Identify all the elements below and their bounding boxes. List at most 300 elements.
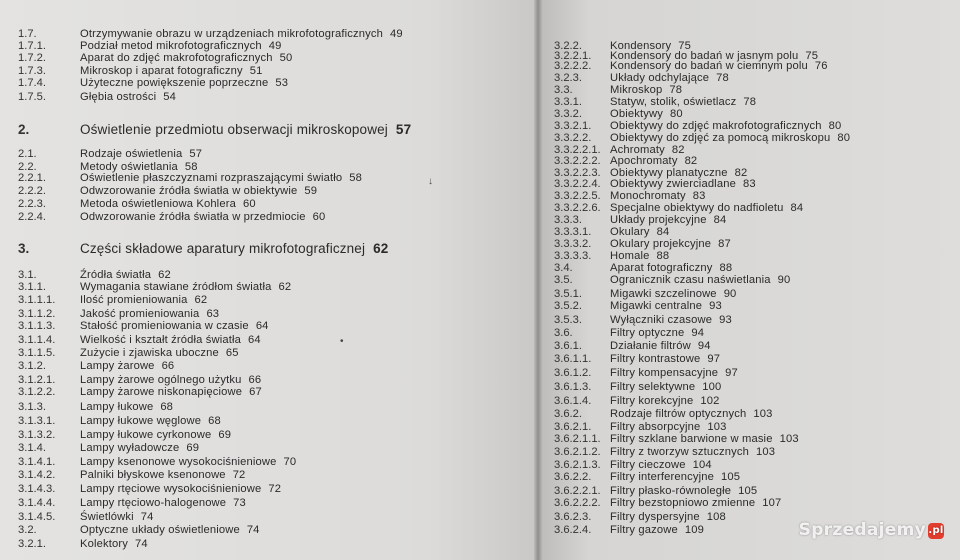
toc-page-number: 82 <box>684 155 698 167</box>
toc-title-line <box>610 524 704 536</box>
toc-title: Filtry kompensacyjne <box>610 367 719 379</box>
toc-number: 3.1.4. <box>18 442 46 454</box>
toc-number: 3.6.1.2. <box>554 367 592 379</box>
toc-title-line <box>610 190 706 202</box>
toc-entry <box>18 211 418 227</box>
toc-number: 1.7. <box>18 28 37 40</box>
toc-entry <box>18 538 418 554</box>
toc-number: 3.3.2. <box>554 108 582 120</box>
toc-page-number: 74 <box>140 511 154 523</box>
toc-number: 3.3.2.2.6. <box>554 202 601 214</box>
toc-number: 3.6.1.4. <box>554 395 592 407</box>
toc-page-number: 105 <box>738 485 758 497</box>
toc-title-line <box>80 243 388 255</box>
toc-title: Filtry gazowe <box>610 524 678 536</box>
toc-page-number: 63 <box>206 308 220 320</box>
toc-number: 2.2. <box>18 161 37 173</box>
toc-page-number: 83 <box>742 178 756 190</box>
toc-title-line <box>610 238 731 250</box>
toc-page-number: 87 <box>718 238 731 250</box>
toc-title-line <box>610 314 732 326</box>
toc-title-line <box>80 77 288 89</box>
toc-title: Oświetlenie przedmiotu obserwacji mikroskopowej <box>80 122 388 137</box>
toc-title: Okulary projekcyjne <box>610 238 712 250</box>
toc-title-line <box>610 381 721 393</box>
toc-page-number: 73 <box>233 497 246 509</box>
toc-title: Aparat fotograficzny <box>610 262 713 274</box>
toc-title-line <box>610 340 711 352</box>
toc-page-number: 105 <box>721 471 741 483</box>
toc-title-line <box>80 497 246 509</box>
toc-title-line <box>80 374 261 386</box>
toc-number: 3.2.1. <box>18 538 46 550</box>
toc-title: Lampy wyładowcze <box>80 442 180 454</box>
toc-title: Lampy żarowe <box>80 360 155 372</box>
toc-title-line <box>610 108 683 120</box>
toc-number: 1.7.5. <box>18 91 46 103</box>
toc-page-number: 108 <box>706 511 726 523</box>
toc-title-line <box>80 28 403 40</box>
toc-number: 2.1. <box>18 148 37 160</box>
toc-title-line <box>610 202 803 214</box>
toc-title: Filtry kontrastowe <box>610 353 701 365</box>
toc-title-line <box>610 250 669 262</box>
toc-page-number: 80 <box>828 120 842 132</box>
toc-page-number: 82 <box>671 144 685 156</box>
toc-page-number: 103 <box>779 433 799 445</box>
toc-number: 3.5.3. <box>554 314 582 326</box>
toc-page-number: 75 <box>678 40 691 52</box>
toc-number: 3.3.2.2.4. <box>554 178 601 190</box>
toc-title: Kolektory <box>80 538 128 550</box>
toc-title-line <box>610 300 722 312</box>
toc-page-number: 80 <box>837 132 851 144</box>
toc-page-number: 93 <box>709 300 722 312</box>
toc-number: 1.7.1. <box>18 40 46 52</box>
toc-page-number: 84 <box>713 214 727 226</box>
toc-number: 1.7.4. <box>18 77 46 89</box>
toc-title-line <box>80 148 202 160</box>
toc-page-number: 78 <box>716 72 729 84</box>
toc-title: Źródła światła <box>80 269 152 281</box>
toc-page-number: 109 <box>684 524 704 536</box>
toc-title: Homale <box>610 250 650 262</box>
toc-title: Ilość promieniowania <box>80 294 188 306</box>
toc-number: 3.2. <box>18 524 37 536</box>
toc-number: 3.2.2.2. <box>554 60 592 72</box>
toc-number: 3.4. <box>554 262 573 274</box>
toc-title-line <box>80 185 317 197</box>
toc-title-line <box>80 538 148 550</box>
toc-page-number: 59 <box>304 185 318 197</box>
toc-title-line <box>80 386 262 398</box>
book-gutter <box>534 0 542 560</box>
toc-page-number: 80 <box>669 108 683 120</box>
toc-page-number: 83 <box>692 190 706 202</box>
toc-title-line <box>610 408 772 420</box>
toc-title-line <box>80 172 362 184</box>
toc-number: 3.6.2.2. <box>554 471 592 483</box>
toc-title-line <box>610 433 799 445</box>
toc-page-number: 60 <box>312 211 326 223</box>
toc-page-number: 53 <box>275 77 289 89</box>
toc-title-line <box>80 469 245 481</box>
toc-page-number: 102 <box>700 395 720 407</box>
toc-title: Podział metod mikrofotograficznych <box>80 40 262 52</box>
toc-title-line <box>610 497 781 509</box>
toc-title-line <box>80 415 221 427</box>
toc-page-number: 97 <box>725 367 738 379</box>
toc-number: 3.1.4.2. <box>18 469 56 481</box>
toc-title-line <box>80 511 153 523</box>
toc-title: Głębia ostrości <box>80 91 157 103</box>
toc-page-number: 75 <box>805 50 819 62</box>
toc-number: 3.1.3. <box>18 401 46 413</box>
toc-title-line <box>80 320 269 332</box>
toc-number: 3.1. <box>18 269 37 281</box>
toc-number: 3.2.3. <box>554 72 582 84</box>
toc-number: 3.1.1.4. <box>18 334 56 346</box>
toc-number: 3.1.1.3. <box>18 320 56 332</box>
toc-title-line <box>610 214 726 226</box>
toc-title: Statyw, stolik, oświetlacz <box>610 96 737 108</box>
toc-title: Wielkość i kształt źródła światła <box>80 334 241 346</box>
toc-title-line <box>610 327 704 339</box>
toc-page-number: 69 <box>186 442 200 454</box>
toc-title: Filtry korekcyjne <box>610 395 694 407</box>
toc-title: Obiektywy do zdjęć makrofotograficznych <box>610 120 822 132</box>
toc-title-line <box>610 421 727 433</box>
toc-page-number: 84 <box>656 226 670 238</box>
toc-page-number: 103 <box>707 421 727 433</box>
toc-number: 3.1.1. <box>18 281 46 293</box>
toc-number: 3.3. <box>554 84 573 96</box>
toc-title-line <box>610 511 726 523</box>
toc-title-line <box>610 485 757 497</box>
toc-page-number: 90 <box>723 288 737 300</box>
toc-number: 3.3.3. <box>554 214 582 226</box>
toc-page-number: 67 <box>249 386 262 398</box>
toc-title: Lampy łukowe węglowe <box>80 415 202 427</box>
toc-title-line <box>80 334 261 346</box>
toc-number: 3.3.2.1. <box>554 120 592 132</box>
toc-number: 3.6.1.1. <box>554 353 592 365</box>
toc-page-number: 97 <box>707 353 721 365</box>
toc-number: 3.6.2.1. <box>554 421 592 433</box>
toc-title-line <box>610 262 732 274</box>
toc-page-number: 69 <box>218 429 232 441</box>
toc-title: Palniki błyskowe ksenonowe <box>80 469 226 481</box>
toc-title-line <box>80 198 256 210</box>
toc-number: 3.1.4.5. <box>18 511 56 523</box>
toc-page-number: 72 <box>268 483 282 495</box>
toc-number: 3.1.2. <box>18 360 46 372</box>
toc-number: 3.6.2.3. <box>554 511 592 523</box>
toc-title: Filtry cieczowe <box>610 459 686 471</box>
toc-title-line <box>610 132 850 144</box>
toc-number: 3.5. <box>554 274 573 286</box>
toc-title-line <box>80 40 281 52</box>
toc-title: Lampy ksenonowe wysokociśnieniowe <box>80 456 277 468</box>
toc-title-line <box>610 288 736 300</box>
toc-page-number: 104 <box>692 459 712 471</box>
toc-page-number: 68 <box>208 415 221 427</box>
toc-page-number: 62 <box>373 241 389 256</box>
toc-title: Obiektywy planatyczne <box>610 167 728 179</box>
toc-page-number: 49 <box>389 28 403 40</box>
toc-title-line <box>610 120 841 132</box>
toc-number: 3.1.1.2. <box>18 308 56 320</box>
toc-number: 3.1.4.1. <box>18 456 56 468</box>
toc-number: 3. <box>18 241 30 256</box>
toc-page-number: 54 <box>163 91 176 103</box>
toc-page-number: 58 <box>184 161 198 173</box>
toc-title-line <box>80 91 176 103</box>
toc-page-number: 72 <box>232 469 246 481</box>
toc-number: 3.1.4.4. <box>18 497 56 509</box>
toc-number: 3.5.2. <box>554 300 582 312</box>
toc-title: Migawki centralne <box>610 300 703 312</box>
toc-title-line <box>610 459 712 471</box>
toc-title: Jakość promieniowania <box>80 308 200 320</box>
toc-number: 3.1.2.1. <box>18 374 56 386</box>
toc-number: 3.3.3.2. <box>554 238 592 250</box>
toc-number: 3.6. <box>554 327 573 339</box>
toc-title-line <box>610 226 669 238</box>
toc-number: 3.6.2.2.2. <box>554 497 601 509</box>
toc-title-line <box>610 84 682 96</box>
toc-number: 3.6.2. <box>554 408 582 420</box>
watermark-badge-icon: .pl <box>928 523 944 539</box>
toc-number: 3.1.3.1. <box>18 415 56 427</box>
toc-title: Oświetlenie płaszczyznami rozpraszającymi światło <box>80 172 343 184</box>
toc-page-number: 107 <box>762 497 782 509</box>
toc-title: Otrzymywanie obrazu w urządzeniach mikrofotograficznych <box>80 28 383 40</box>
toc-number: 2.2.4. <box>18 211 46 223</box>
toc-page-number: 49 <box>268 40 282 52</box>
toc-title: Kondensory <box>610 40 672 52</box>
watermark-text: Sprzedajemy <box>798 520 926 540</box>
toc-number: 3.3.2.2.5. <box>554 190 601 202</box>
toc-page-number: 103 <box>755 446 776 458</box>
toc-page-number: 82 <box>734 167 748 179</box>
toc-title-line <box>80 52 292 64</box>
toc-number: 3.2.2. <box>554 40 582 52</box>
toc-number: 2. <box>18 122 30 137</box>
toc-title-line <box>80 524 260 536</box>
toc-title: Obiektywy <box>610 108 663 120</box>
stray-mark: ↓ <box>428 176 433 187</box>
toc-title: Wymagania stawiane źródłom światła <box>80 281 272 293</box>
toc-page-number: 78 <box>743 96 757 108</box>
toc-title: Monochromaty <box>610 190 686 202</box>
toc-page-number: 100 <box>702 381 722 393</box>
toc-title: Filtry dyspersyjne <box>610 511 700 523</box>
toc-title-line <box>610 178 756 190</box>
toc-number: 3.6.1. <box>554 340 582 352</box>
toc-title: Filtry szklane barwione w masie <box>610 433 773 445</box>
toc-title: Apochromaty <box>610 155 678 167</box>
toc-page-number: 88 <box>656 250 670 262</box>
toc-title: Metoda oświetleniowa Kohlera <box>80 198 236 210</box>
toc-page-number: 94 <box>697 340 711 352</box>
toc-page-number: 90 <box>777 274 791 286</box>
toc-title: Lampy żarowe niskonapięciowe <box>80 386 243 398</box>
toc-number: 3.3.3.1. <box>554 226 592 238</box>
toc-page-number: 94 <box>691 327 705 339</box>
toc-number: 1.7.2. <box>18 52 46 64</box>
toc-title: Filtry interferencyjne <box>610 471 715 483</box>
toc-number: 3.1.1.1. <box>18 294 56 306</box>
toc-title-line <box>80 269 171 281</box>
toc-title-line <box>80 483 281 495</box>
toc-number: 3.3.2.2.2. <box>554 155 601 167</box>
toc-page-number: 64 <box>248 334 261 346</box>
toc-title: Lampy łukowe cyrkonowe <box>80 429 212 441</box>
toc-page-number: 62 <box>194 294 208 306</box>
toc-title: Użyteczne powiększenie poprzeczne <box>80 77 269 89</box>
toc-page-number: 65 <box>225 347 239 359</box>
toc-page-number: 60 <box>242 198 256 210</box>
toc-entry <box>554 524 954 540</box>
toc-title-line <box>610 274 790 286</box>
toc-title: Filtry z tworzyw sztucznych <box>610 446 749 458</box>
toc-title: Achromaty <box>610 144 665 156</box>
toc-title: Filtry bezstopniowo zmienne <box>610 497 756 509</box>
toc-title: Układy odchylające <box>610 72 710 84</box>
toc-number: 2.2.2. <box>18 185 46 197</box>
toc-title: Układy projekcyjne <box>610 214 707 226</box>
toc-number: 3.6.2.1.2. <box>554 446 601 458</box>
toc-number: 1.7.3. <box>18 65 46 77</box>
toc-title-line <box>80 442 199 454</box>
toc-page-number: 57 <box>189 148 203 160</box>
toc-title-line <box>80 429 231 441</box>
toc-number: 3.1.3.2. <box>18 429 56 441</box>
toc-title: Metody oświetlania <box>80 161 178 173</box>
toc-page-number: 50 <box>279 52 293 64</box>
toc-title: Kondensory do badań w ciemnym polu <box>610 60 808 72</box>
toc-title-line <box>80 281 291 293</box>
toc-title-line <box>80 401 173 413</box>
toc-number: 3.6.2.2.1. <box>554 485 601 497</box>
toc-page-number: 70 <box>283 456 297 468</box>
toc-page-number: 68 <box>160 401 174 413</box>
toc-title: Rodzaje filtrów optycznych <box>610 408 747 420</box>
toc-title: Świetlówki <box>80 511 134 523</box>
toc-title-line <box>80 308 219 320</box>
toc-title: Działanie filtrów <box>610 340 691 352</box>
toc-page-number: 62 <box>158 269 171 281</box>
toc-number: 2.2.1. <box>18 172 46 184</box>
toc-title: Odwzorowanie źródła światła w obiektywie <box>80 185 298 197</box>
toc-number: 3.6.1.3. <box>554 381 592 393</box>
toc-number: 3.6.2.1.3. <box>554 459 601 471</box>
toc-title: Filtry absorpcyjne <box>610 421 701 433</box>
toc-title: Mikroskop i aparat fotograficzny <box>80 65 243 77</box>
stray-mark: • <box>340 336 344 347</box>
toc-page-number: 57 <box>395 122 412 137</box>
toc-number: 3.3.2.2.3. <box>554 167 601 179</box>
toc-number: 3.1.4.3. <box>18 483 56 495</box>
toc-page-number: 66 <box>161 360 175 372</box>
toc-page-number: 76 <box>814 60 828 72</box>
toc-number: 2.2.3. <box>18 198 46 210</box>
toc-title: Lampy rtęciowo-halogenowe <box>80 497 227 509</box>
toc-title: Aparat do zdjęć makrofotograficznych <box>80 52 273 64</box>
toc-title-line <box>610 471 740 483</box>
toc-number: 3.3.1. <box>554 96 582 108</box>
toc-title: Lampy rtęciowe wysokociśnieniowe <box>80 483 262 495</box>
toc-page-number: 74 <box>135 538 148 550</box>
toc-title-line <box>80 294 207 306</box>
toc-title: Rodzaje oświetlenia <box>80 148 183 160</box>
toc-number: 3.1.1.5. <box>18 347 56 359</box>
toc-title-line <box>610 446 775 458</box>
toc-number: 3.1.2.2. <box>18 386 56 398</box>
toc-number: 3.3.3.3. <box>554 250 592 262</box>
toc-page-number: 103 <box>753 408 773 420</box>
toc-title: Lampy żarowe ogólnego użytku <box>80 374 242 386</box>
toc-page-number: 93 <box>719 314 732 326</box>
toc-title: Specjalne obiektywy do nadfioletu <box>610 202 784 214</box>
chapter-heading <box>18 124 418 140</box>
toc-title: Wyłączniki czasowe <box>610 314 713 326</box>
chapter-heading <box>18 243 418 259</box>
toc-number: 3.2.2.1. <box>554 50 592 62</box>
toc-title: Kondensory do badań w jasnym polu <box>610 50 799 62</box>
toc-title-line <box>610 60 828 72</box>
toc-page-number: 74 <box>246 524 260 536</box>
toc-title: Mikroskop <box>610 84 663 96</box>
toc-page-number: 66 <box>248 374 262 386</box>
toc-title: Filtry optyczne <box>610 327 685 339</box>
toc-title: Obiektywy zwierciadlane <box>610 178 736 190</box>
toc-title-line <box>610 395 720 407</box>
toc-title: Obiektywy do zdjęć za pomocą mikroskopu <box>610 132 831 144</box>
toc-page-number: 51 <box>249 65 263 77</box>
toc-title: Odwzorowanie źródła światła w przedmiocie <box>80 211 306 223</box>
toc-title-line <box>80 456 296 468</box>
toc-title: Części składowe aparatury mikrofotograficznej <box>80 241 366 256</box>
toc-page-number: 64 <box>255 320 269 332</box>
toc-title: Ogranicznik czasu naświetlania <box>610 274 771 286</box>
toc-title-line <box>80 124 411 136</box>
toc-page-number: 84 <box>790 202 804 214</box>
toc-title-line <box>80 65 263 77</box>
toc-title-line <box>80 347 239 359</box>
toc-title: Zużycie i zjawiska uboczne <box>80 347 219 359</box>
toc-number: 3.6.2.4. <box>554 524 592 536</box>
toc-title-line <box>610 72 729 84</box>
toc-title-line <box>80 360 174 372</box>
toc-page-number: 58 <box>349 172 363 184</box>
toc-entry <box>18 91 418 107</box>
toc-number: 3.5.1. <box>554 288 582 300</box>
toc-number: 3.3.2.2.1. <box>554 144 601 156</box>
toc-title: Lampy łukowe <box>80 401 154 413</box>
toc-page-number: 78 <box>669 84 683 96</box>
toc-title: Filtry płasko-równoległe <box>610 485 732 497</box>
toc-title: Migawki szczelinowe <box>610 288 717 300</box>
toc-title: Okulary <box>610 226 650 238</box>
toc-page-number: 88 <box>719 262 733 274</box>
toc-title: Filtry selektywne <box>610 381 696 393</box>
toc-title-line <box>610 367 738 379</box>
toc-title: Optyczne układy oświetleniowe <box>80 524 240 536</box>
toc-title-line <box>610 353 720 365</box>
toc-title-line <box>80 211 325 223</box>
